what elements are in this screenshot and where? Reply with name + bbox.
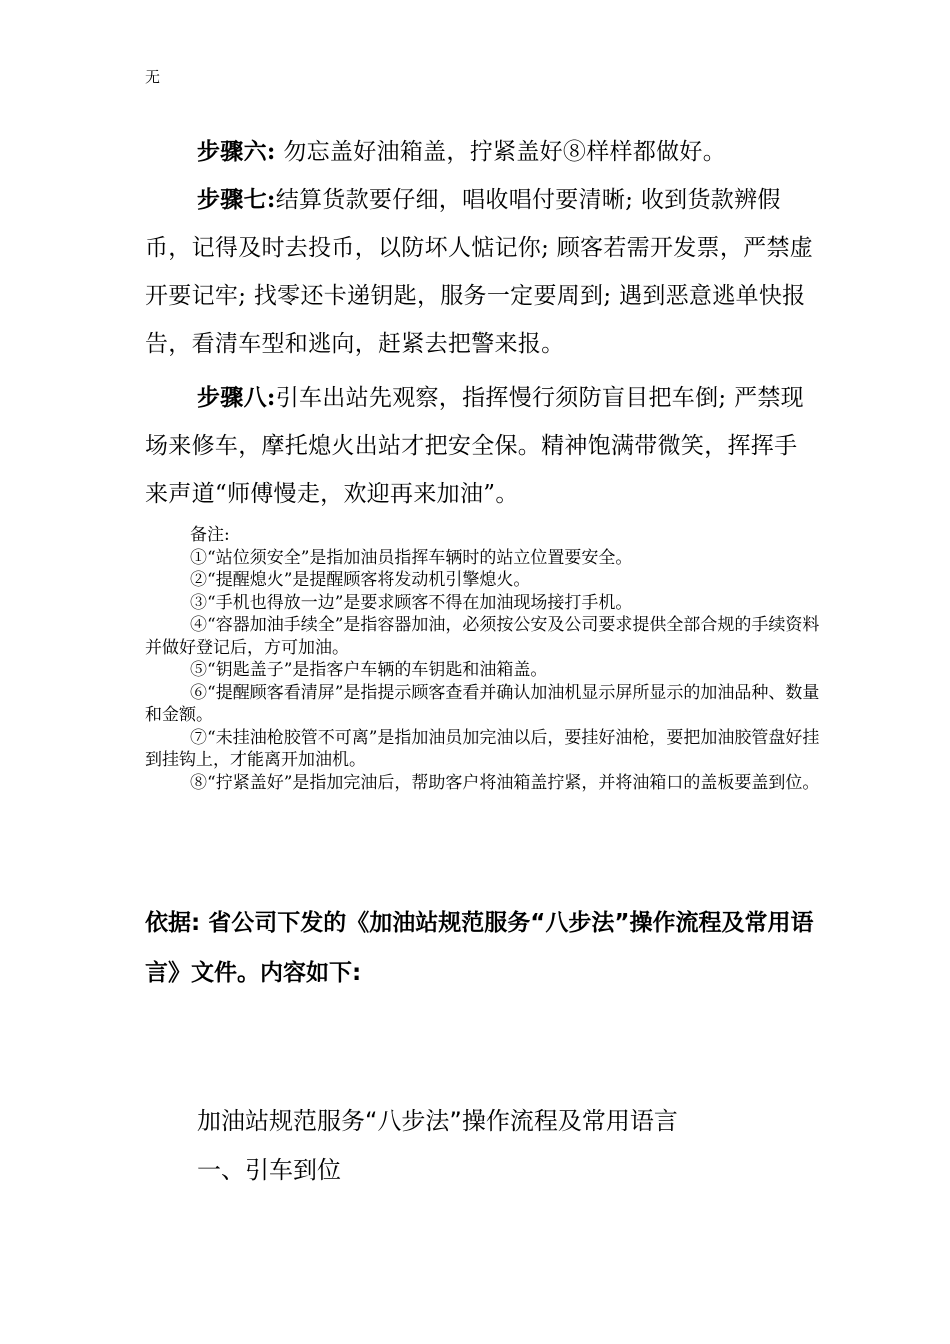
step-eight-paragraph <box>145 374 815 518</box>
section-title: 加油站规范服务“八步法”操作流程及常用语言 <box>197 1107 678 1135</box>
notes-section <box>145 524 825 794</box>
note-item: ⑦“未挂油枪胶管不可离”是指加油员加完油以后，要挂好油枪，要把加油胶管盘好挂到挂钩上，才能离开加油机。 <box>145 727 820 770</box>
step-six-text: 勿忘盖好油箱盖，拧紧盖好⑧样样都做好。 <box>275 139 727 165</box>
note-item: ⑧“拧紧盖好”是指加完油后，帮助客户将油箱盖拧紧，并将油箱口的盖板要盖到位。 <box>190 772 820 793</box>
section-subtitle: 一、引车到位 <box>197 1156 341 1184</box>
note-item: ①“站位须安全”是指加油员指挥车辆时的站立位置要安全。 <box>190 547 633 568</box>
step-seven-paragraph <box>145 176 815 368</box>
step-six-paragraph <box>145 128 815 176</box>
step-eight-text: 引车出站先观察，指挥慢行须防盲目把车倒; 严禁现场来修车，摩托熄火出站才把安全保。精神饱满带微笑，挥挥手来声道“师傅慢走，欢迎再来加油”。 <box>145 385 804 507</box>
note-item: ⑤“钥匙盖子”是指客户车辆的车钥匙和油箱盖。 <box>190 660 548 680</box>
step-six-label: 步骤六: <box>197 138 276 165</box>
notes-title: 备注: <box>190 525 230 545</box>
step-eight-label: 步骤八: <box>197 384 276 411</box>
step-seven-label: 步骤七: <box>197 186 276 213</box>
page-header: 无 <box>145 68 161 86</box>
note-item: ③“手机也得放一边”是要求顾客不得在加油现场接打手机。 <box>190 592 633 613</box>
step-seven-text: 结算货款要仔细，唱收唱付要清晰; 收到货款辨假币，记得及时去投币，以防坏人惦记你; 顾客若需开发票，严禁虚开要记牢; 找零还卡递钥匙，服务一定要周到; 遇到恶意逃单快报告，看清车型和逃向，赶紧去把警来报。 <box>145 187 814 357</box>
note-item: ②“提醒熄火”是提醒顾客将发动机引擎熄火。 <box>190 570 531 590</box>
note-item: ⑥“提醒顾客看清屏”是指提示顾客查看并确认加油机显示屏所显示的加油品种、数量和金额。 <box>145 682 820 725</box>
basis-paragraph: 依据: 省公司下发的《加油站规范服务“八步法”操作流程及常用语言》文件。内容如下: <box>145 910 814 986</box>
note-item: ④“容器加油手续全”是指容器加油，必须按公安及公司要求提供全部合规的手续资料并做好登记后，方可加油。 <box>145 615 820 658</box>
